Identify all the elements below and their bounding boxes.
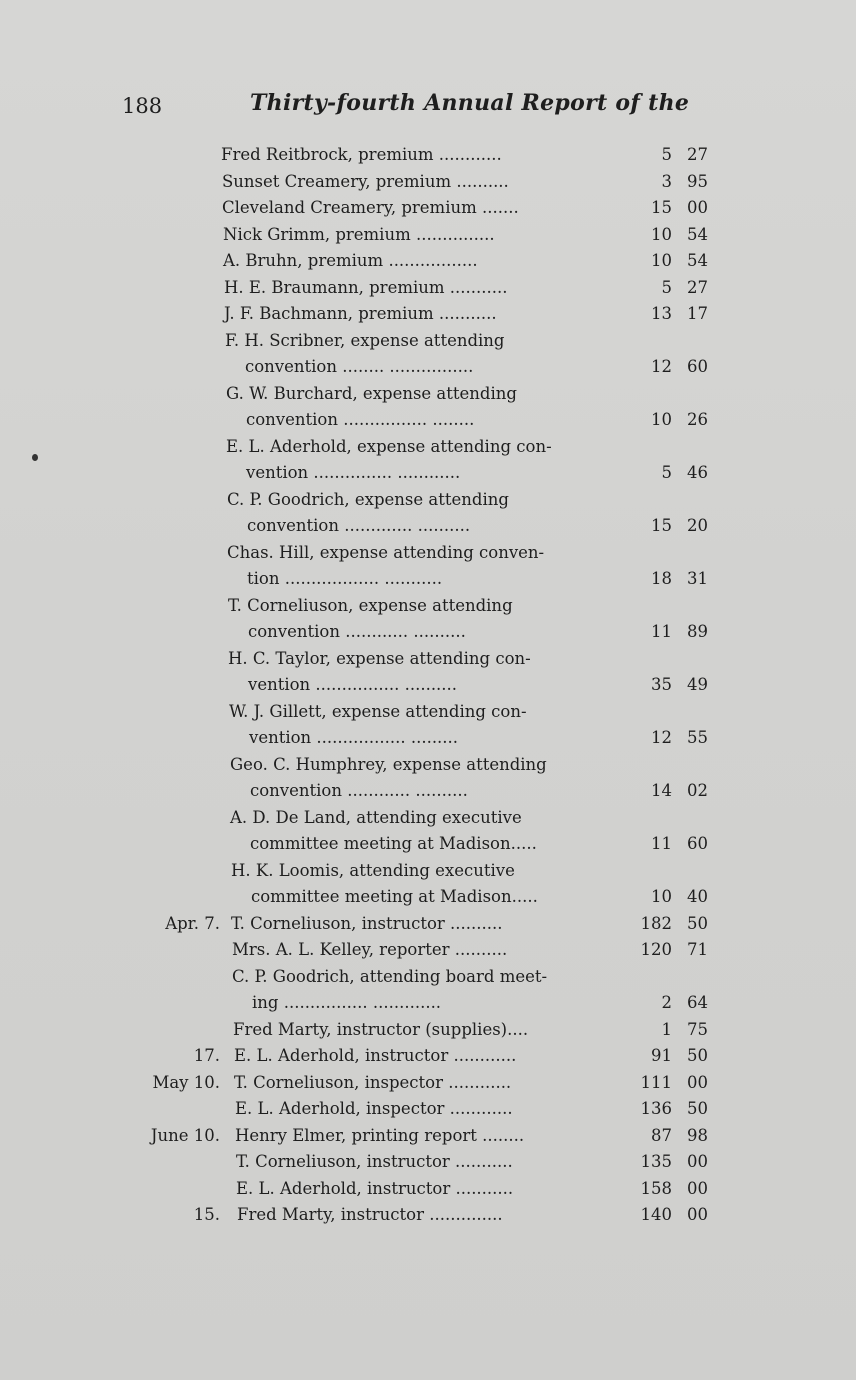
- ledger-line: [0, 1149, 856, 1176]
- ledger-line: [0, 142, 856, 169]
- entry-description: J. F. Bachmann, premium ...........: [224, 304, 497, 323]
- entry-description: T. Corneliuson, instructor ..........: [231, 913, 503, 933]
- entry-amount: [630, 937, 708, 964]
- entry-description-continued: committee meeting at Madison.....: [251, 887, 538, 906]
- ledger-entry: [0, 1017, 856, 1044]
- amount-dollars: 91: [651, 1046, 672, 1065]
- entry-description: Chas. Hill, expense attending conven-: [227, 542, 545, 562]
- amount-dollars: 87: [651, 1125, 672, 1145]
- amount-dollars: 111: [640, 1072, 672, 1092]
- entry-description: Fred Reitbrock, premium ............: [221, 145, 502, 164]
- ledger-entry: [0, 540, 856, 593]
- entry-amount: [630, 1123, 708, 1150]
- ledger-line: [0, 381, 856, 408]
- ledger-line: [0, 884, 856, 911]
- amount-cents: 31: [687, 569, 708, 588]
- amount-cents: 17: [687, 304, 708, 323]
- amount-dollars: 10: [651, 887, 672, 906]
- amount-dollars: 10: [651, 224, 672, 244]
- amount-dollars: 10: [651, 251, 672, 270]
- ledger-entry: [0, 593, 856, 646]
- amount-dollars: 1: [661, 1019, 672, 1039]
- ledger-entry: [0, 1202, 856, 1229]
- ledger-line: [0, 222, 856, 249]
- ledger-line: [0, 1202, 856, 1229]
- entry-description: F. H. Scribner, expense attending: [225, 330, 505, 350]
- entry-amount: [630, 990, 708, 1017]
- ledger-entry: [0, 248, 856, 275]
- entry-amount: [630, 831, 708, 858]
- entry-amount: [630, 619, 708, 646]
- entry-description: T. Corneliuson, instructor ...........: [236, 1152, 513, 1171]
- amount-cents: 00: [687, 1072, 708, 1092]
- amount-dollars: 14: [651, 781, 672, 800]
- amount-dollars: 15: [651, 198, 672, 217]
- ledger-entry: [0, 911, 856, 938]
- ledger-entry: [0, 195, 856, 222]
- ledger-line: [0, 990, 856, 1017]
- entry-amount: [630, 725, 708, 752]
- amount-cents: 54: [687, 224, 708, 244]
- ledger-entry: [0, 937, 856, 964]
- entry-date: May 10.: [152, 1072, 220, 1092]
- amount-dollars: 18: [651, 569, 672, 588]
- amount-cents: 40: [687, 887, 708, 906]
- entry-amount: [630, 1070, 708, 1097]
- ledger-line: [0, 275, 856, 302]
- amount-cents: 60: [687, 834, 708, 853]
- entry-amount: [630, 248, 708, 275]
- ledger-entry: [0, 699, 856, 752]
- ledger-entry: [0, 275, 856, 302]
- entry-date: June 10.: [150, 1125, 220, 1145]
- ledger-entry: [0, 1149, 856, 1176]
- ledger-line: [0, 1017, 856, 1044]
- entry-amount: [630, 301, 708, 328]
- amount-dollars: 5: [661, 463, 672, 482]
- ledger-entry: [0, 1070, 856, 1097]
- amount-dollars: 3: [661, 171, 672, 191]
- entry-amount: [630, 911, 708, 938]
- amount-cents: 60: [687, 357, 708, 376]
- entry-date: Apr. 7.: [165, 913, 220, 933]
- entry-description-continued: convention ............. ..........: [247, 516, 471, 535]
- entry-description: T. Corneliuson, inspector ............: [234, 1072, 512, 1092]
- entry-description: Mrs. A. L. Kelley, reporter ..........: [232, 940, 508, 959]
- entry-description-continued: committee meeting at Madison.....: [250, 834, 537, 853]
- entry-description: Henry Elmer, printing report ........: [235, 1125, 525, 1145]
- entry-description-continued: convention ............ ..........: [250, 781, 468, 800]
- ledger-line: [0, 566, 856, 593]
- amount-dollars: 5: [661, 277, 672, 297]
- ledger-entry: [0, 805, 856, 858]
- ledger-line: [0, 460, 856, 487]
- ledger-line: [0, 328, 856, 355]
- amount-dollars: 12: [651, 357, 672, 376]
- entry-amount: [630, 884, 708, 911]
- entry-description: H. E. Braumann, premium ...........: [224, 277, 508, 297]
- ledger-entry: [0, 1176, 856, 1203]
- entry-description: Nick Grimm, premium ...............: [223, 224, 495, 244]
- amount-cents: 64: [687, 993, 708, 1012]
- ledger-line: [0, 540, 856, 567]
- ledger-entry: [0, 328, 856, 381]
- entry-description-continued: tion .................. ...........: [247, 569, 443, 588]
- amount-dollars: 11: [651, 622, 672, 641]
- amount-cents: 55: [687, 728, 708, 747]
- amount-cents: 02: [687, 781, 708, 800]
- entry-description-continued: ing ................ .............: [252, 993, 442, 1012]
- ledger-entry: [0, 142, 856, 169]
- amount-cents: 26: [687, 410, 708, 429]
- entry-amount: [630, 513, 708, 540]
- amount-cents: 00: [687, 1178, 708, 1198]
- amount-dollars: 5: [661, 145, 672, 164]
- entry-amount: [630, 222, 708, 249]
- amount-cents: 46: [687, 463, 708, 482]
- entry-description: A. D. De Land, attending executive: [230, 807, 522, 827]
- entry-amount: [630, 407, 708, 434]
- ledger-line: [0, 1123, 856, 1150]
- ledger-line: [0, 805, 856, 832]
- amount-cents: 75: [687, 1019, 708, 1039]
- ledger-line: [0, 911, 856, 938]
- entry-amount: [630, 1017, 708, 1044]
- page-header: [0, 88, 856, 122]
- entry-date: 15.: [193, 1205, 220, 1224]
- ledger-entry: [0, 858, 856, 911]
- ledger-line: [0, 646, 856, 673]
- entry-description: G. W. Burchard, expense attending: [226, 383, 517, 403]
- amount-dollars: 136: [640, 1099, 672, 1118]
- entry-description: A. Bruhn, premium .................: [223, 251, 478, 270]
- entry-date: 17.: [193, 1046, 220, 1065]
- amount-cents: 20: [687, 516, 708, 535]
- ledger-list: [0, 142, 856, 1229]
- ledger-line: [0, 831, 856, 858]
- entry-description-continued: vention ............... ............: [246, 463, 461, 482]
- entry-amount: [630, 195, 708, 222]
- entry-description: E. L. Aderhold, expense attending con-: [226, 436, 552, 456]
- amount-dollars: 11: [651, 834, 672, 853]
- ledger-line: [0, 1096, 856, 1123]
- entry-amount: [630, 566, 708, 593]
- ledger-line: [0, 593, 856, 620]
- ledger-entry: [0, 1043, 856, 1070]
- amount-cents: 95: [687, 171, 708, 191]
- amount-cents: 50: [687, 913, 708, 933]
- entry-amount: [630, 169, 708, 196]
- ledger-line: [0, 778, 856, 805]
- ledger-line: [0, 248, 856, 275]
- entry-amount: [630, 460, 708, 487]
- amount-dollars: 10: [651, 410, 672, 429]
- ledger-entry: [0, 222, 856, 249]
- entry-description: Sunset Creamery, premium ..........: [222, 171, 509, 191]
- ledger-entry: [0, 169, 856, 196]
- ledger-line: [0, 619, 856, 646]
- amount-cents: 27: [687, 145, 708, 164]
- ledger-line: [0, 937, 856, 964]
- ledger-entry: [0, 752, 856, 805]
- ledger-line: [0, 752, 856, 779]
- entry-description: E. L. Aderhold, instructor ............: [234, 1046, 517, 1065]
- entry-amount: [630, 1043, 708, 1070]
- entry-description: C. P. Goodrich, attending board meet-: [232, 966, 548, 986]
- ledger-line: [0, 699, 856, 726]
- entry-description-continued: vention ................. .........: [249, 728, 459, 747]
- entry-description: E. L. Aderhold, inspector ............: [235, 1099, 513, 1118]
- entry-amount: [630, 778, 708, 805]
- entry-description-continued: vention ................ ..........: [248, 675, 458, 694]
- amount-cents: 50: [687, 1099, 708, 1118]
- amount-cents: 27: [687, 277, 708, 297]
- ledger-line: [0, 487, 856, 514]
- entry-amount: [630, 275, 708, 302]
- amount-cents: 54: [687, 251, 708, 270]
- entry-amount: [630, 1202, 708, 1229]
- entry-amount: [630, 1176, 708, 1203]
- amount-cents: 98: [687, 1125, 708, 1145]
- ledger-line: [0, 513, 856, 540]
- amount-cents: 50: [687, 1046, 708, 1065]
- entry-description: Fred Marty, instructor (supplies)....: [233, 1019, 529, 1039]
- ledger-line: [0, 407, 856, 434]
- ledger-line: [0, 1176, 856, 1203]
- ledger-line: [0, 672, 856, 699]
- ledger-line: [0, 354, 856, 381]
- ledger-entry: [0, 1123, 856, 1150]
- entry-description: Cleveland Creamery, premium .......: [222, 198, 519, 217]
- entry-description: H. C. Taylor, expense attending con-: [228, 648, 531, 668]
- entry-description-continued: convention ................ ........: [246, 410, 475, 429]
- entry-amount: [630, 1149, 708, 1176]
- ledger-entry: [0, 487, 856, 540]
- entry-description: C. P. Goodrich, expense attending: [227, 489, 509, 509]
- ledger-line: [0, 169, 856, 196]
- entry-description-continued: convention ............ ..........: [248, 622, 466, 641]
- entry-description: H. K. Loomis, attending executive: [231, 860, 515, 880]
- running-title: Thirty-fourth Annual Report of the: [250, 90, 690, 116]
- amount-cents: 49: [687, 675, 708, 694]
- amount-dollars: 15: [651, 516, 672, 535]
- amount-dollars: 2: [661, 993, 672, 1012]
- ledger-line: [0, 195, 856, 222]
- amount-dollars: 35: [651, 675, 672, 694]
- amount-dollars: 120: [640, 940, 672, 959]
- entry-description: Fred Marty, instructor ..............: [237, 1205, 503, 1224]
- ledger-entry: [0, 301, 856, 328]
- entry-amount: [630, 1096, 708, 1123]
- entry-description: E. L. Aderhold, instructor ...........: [236, 1178, 514, 1198]
- ledger-line: [0, 964, 856, 991]
- entry-amount: [630, 142, 708, 169]
- ledger-entry: [0, 381, 856, 434]
- amount-cents: 71: [687, 940, 708, 959]
- page-number: 188: [122, 94, 163, 118]
- amount-dollars: 13: [651, 304, 672, 323]
- ledger-line: [0, 434, 856, 461]
- amount-dollars: 140: [640, 1205, 672, 1224]
- ledger-line: [0, 1043, 856, 1070]
- amount-cents: 89: [687, 622, 708, 641]
- amount-dollars: 158: [640, 1178, 672, 1198]
- entry-description-continued: convention ........ ................: [245, 357, 474, 376]
- amount-dollars: 182: [640, 913, 672, 933]
- ledger-line: [0, 858, 856, 885]
- ledger-entry: [0, 964, 856, 1017]
- amount-cents: 00: [687, 1152, 708, 1171]
- entry-description: Geo. C. Humphrey, expense attending: [230, 754, 547, 774]
- ledger-line: [0, 1070, 856, 1097]
- ledger-line: [0, 301, 856, 328]
- entry-amount: [630, 672, 708, 699]
- ledger-entry: [0, 1096, 856, 1123]
- amount-cents: 00: [687, 1205, 708, 1224]
- ledger-entry: [0, 646, 856, 699]
- amount-cents: 00: [687, 198, 708, 217]
- amount-dollars: 135: [640, 1152, 672, 1171]
- entry-amount: [630, 354, 708, 381]
- entry-description: W. J. Gillett, expense attending con-: [229, 701, 527, 721]
- entry-description: T. Corneliuson, expense attending: [228, 595, 513, 615]
- ledger-line: [0, 725, 856, 752]
- amount-dollars: 12: [651, 728, 672, 747]
- ledger-entry: [0, 434, 856, 487]
